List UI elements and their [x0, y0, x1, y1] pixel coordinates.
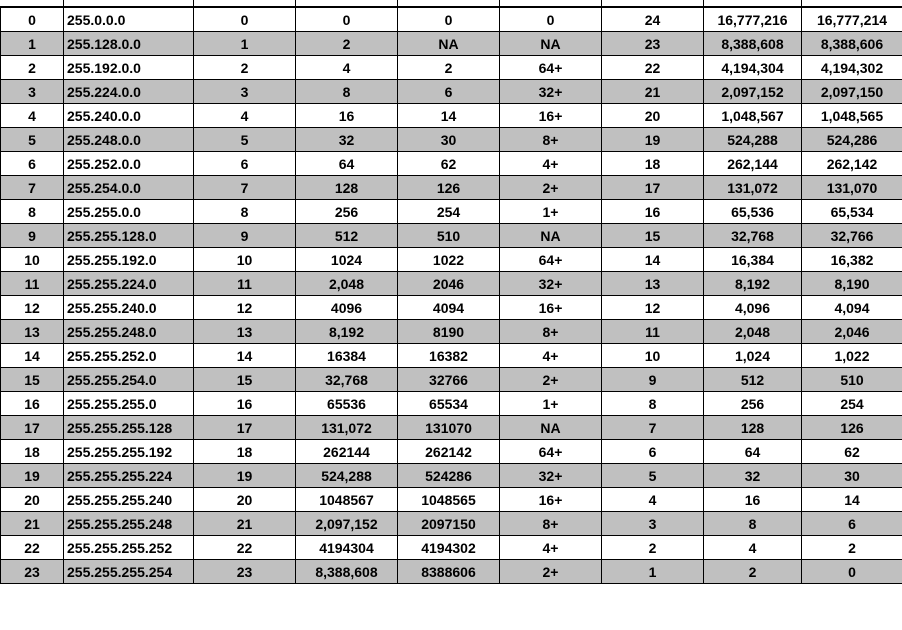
cell-usable-subnets[interactable]: 1022	[398, 248, 500, 272]
cell-subnet-mask[interactable]: 255.255.255.128	[64, 416, 194, 440]
cell-subnets[interactable]: 32	[296, 128, 398, 152]
cell-host-bits[interactable]: 7	[602, 416, 704, 440]
cell-total-hosts[interactable]: 4,194,304	[704, 56, 802, 80]
cell-total-hosts[interactable]: 131,072	[704, 176, 802, 200]
cell-row-index[interactable]: 17	[1, 416, 64, 440]
cell-usable-subnets[interactable]: 1048565	[398, 488, 500, 512]
cell-total-hosts[interactable]: 256	[704, 392, 802, 416]
cell-host-bits[interactable]: 11	[602, 320, 704, 344]
cell-class-note[interactable]: 8+	[500, 320, 602, 344]
cell-borrowed-bits[interactable]: 1	[194, 32, 296, 56]
cell-subnet-mask[interactable]: 255.128.0.0	[64, 32, 194, 56]
cell-usable-hosts[interactable]: 510	[802, 368, 902, 392]
cell-usable-hosts[interactable]: 14	[802, 488, 902, 512]
cell-row-index[interactable]: 7	[1, 176, 64, 200]
cell-borrowed-bits[interactable]: 11	[194, 272, 296, 296]
cell-host-bits[interactable]: 22	[602, 56, 704, 80]
cell-subnets[interactable]: 4096	[296, 296, 398, 320]
cell-class-note[interactable]: 4+	[500, 536, 602, 560]
cell-usable-hosts[interactable]: 32,766	[802, 224, 902, 248]
cell-total-hosts[interactable]: 64	[704, 440, 802, 464]
column-divider	[703, 0, 704, 7]
cell-row-index[interactable]: 12	[1, 296, 64, 320]
cell-row-index[interactable]: 13	[1, 320, 64, 344]
cell-host-bits[interactable]: 2	[602, 536, 704, 560]
cell-host-bits[interactable]: 19	[602, 128, 704, 152]
column-divider	[295, 0, 296, 7]
cell-total-hosts[interactable]: 65,536	[704, 200, 802, 224]
cell-usable-hosts[interactable]: 254	[802, 392, 902, 416]
cell-usable-hosts[interactable]: 2	[802, 536, 902, 560]
cell-subnet-mask[interactable]: 255.255.252.0	[64, 344, 194, 368]
table-row	[1, 416, 902, 440]
cell-class-note[interactable]: 2+	[500, 560, 602, 584]
cell-host-bits[interactable]: 6	[602, 440, 704, 464]
cell-row-index[interactable]: 22	[1, 536, 64, 560]
cell-usable-subnets[interactable]: 131070	[398, 416, 500, 440]
cell-class-note[interactable]: 64+	[500, 56, 602, 80]
column-divider	[397, 0, 398, 7]
cell-row-index[interactable]: 1	[1, 32, 64, 56]
cell-host-bits[interactable]: 21	[602, 80, 704, 104]
cell-subnets[interactable]: 32,768	[296, 368, 398, 392]
cell-row-index[interactable]: 15	[1, 368, 64, 392]
cell-class-note[interactable]: 0	[500, 8, 602, 32]
cell-subnet-mask[interactable]: 255.240.0.0	[64, 104, 194, 128]
cell-usable-hosts[interactable]: 126	[802, 416, 902, 440]
cell-subnets[interactable]: 2,097,152	[296, 512, 398, 536]
cell-total-hosts[interactable]: 2	[704, 560, 802, 584]
table-row	[1, 320, 902, 344]
cell-borrowed-bits[interactable]: 15	[194, 368, 296, 392]
cell-usable-subnets[interactable]: 254	[398, 200, 500, 224]
cell-usable-subnets[interactable]: 16382	[398, 344, 500, 368]
table-row	[1, 296, 902, 320]
cell-usable-hosts[interactable]: 2,046	[802, 320, 902, 344]
table-row	[1, 512, 902, 536]
cell-borrowed-bits[interactable]: 7	[194, 176, 296, 200]
cell-class-note[interactable]: 32+	[500, 80, 602, 104]
cell-usable-hosts[interactable]: 8,388,606	[802, 32, 902, 56]
cell-usable-hosts[interactable]: 262,142	[802, 152, 902, 176]
cell-subnets[interactable]: 1048567	[296, 488, 398, 512]
cell-row-index[interactable]: 23	[1, 560, 64, 584]
cell-row-index[interactable]: 10	[1, 248, 64, 272]
cell-class-note[interactable]: 16+	[500, 296, 602, 320]
cell-usable-subnets[interactable]: 65534	[398, 392, 500, 416]
cell-row-index[interactable]: 20	[1, 488, 64, 512]
cell-total-hosts[interactable]: 512	[704, 368, 802, 392]
cell-usable-subnets[interactable]: 524286	[398, 464, 500, 488]
table-row	[1, 176, 902, 200]
cell-row-index[interactable]: 4	[1, 104, 64, 128]
cell-usable-subnets[interactable]: 4094	[398, 296, 500, 320]
cell-subnet-mask[interactable]: 255.252.0.0	[64, 152, 194, 176]
cell-usable-hosts[interactable]: 2,097,150	[802, 80, 902, 104]
table-row	[1, 56, 902, 80]
cell-borrowed-bits[interactable]: 13	[194, 320, 296, 344]
cell-host-bits[interactable]: 14	[602, 248, 704, 272]
table-row	[1, 224, 902, 248]
cell-borrowed-bits[interactable]: 2	[194, 56, 296, 80]
cell-host-bits[interactable]: 15	[602, 224, 704, 248]
column-divider	[193, 0, 194, 7]
cell-host-bits[interactable]: 16	[602, 200, 704, 224]
cell-subnet-mask[interactable]: 255.255.224.0	[64, 272, 194, 296]
cell-row-index[interactable]: 14	[1, 344, 64, 368]
column-divider	[801, 0, 802, 7]
cell-row-index[interactable]: 9	[1, 224, 64, 248]
cell-row-index[interactable]: 8	[1, 200, 64, 224]
cell-host-bits[interactable]: 3	[602, 512, 704, 536]
cell-usable-subnets[interactable]: 8190	[398, 320, 500, 344]
cell-total-hosts[interactable]: 128	[704, 416, 802, 440]
cell-subnet-mask[interactable]: 255.255.255.192	[64, 440, 194, 464]
cell-subnets[interactable]: 1024	[296, 248, 398, 272]
table-row	[1, 128, 902, 152]
cell-borrowed-bits[interactable]: 16	[194, 392, 296, 416]
cell-usable-subnets[interactable]: 2046	[398, 272, 500, 296]
table-row	[1, 248, 902, 272]
cell-borrowed-bits[interactable]: 10	[194, 248, 296, 272]
cell-class-note[interactable]: 2+	[500, 176, 602, 200]
cell-class-note[interactable]: NA	[500, 416, 602, 440]
table-row	[1, 272, 902, 296]
cell-usable-hosts[interactable]: 8,190	[802, 272, 902, 296]
cell-total-hosts[interactable]: 2,097,152	[704, 80, 802, 104]
cell-subnet-mask[interactable]: 255.254.0.0	[64, 176, 194, 200]
cell-total-hosts[interactable]: 8,388,608	[704, 32, 802, 56]
cell-subnet-mask[interactable]: 255.255.0.0	[64, 200, 194, 224]
cell-row-index[interactable]: 6	[1, 152, 64, 176]
cell-usable-subnets[interactable]: 510	[398, 224, 500, 248]
cell-usable-subnets[interactable]: 62	[398, 152, 500, 176]
cell-row-index[interactable]: 11	[1, 272, 64, 296]
cell-subnet-mask[interactable]: 255.255.255.224	[64, 464, 194, 488]
cell-borrowed-bits[interactable]: 22	[194, 536, 296, 560]
cell-borrowed-bits[interactable]: 8	[194, 200, 296, 224]
cell-subnets[interactable]: 262144	[296, 440, 398, 464]
column-divider	[601, 0, 602, 7]
cell-host-bits[interactable]: 23	[602, 32, 704, 56]
cell-class-note[interactable]: 16+	[500, 488, 602, 512]
subnet-table	[0, 7, 902, 584]
cell-usable-subnets[interactable]: NA	[398, 32, 500, 56]
cell-row-index[interactable]: 5	[1, 128, 64, 152]
cell-subnet-mask[interactable]: 255.255.240.0	[64, 296, 194, 320]
cell-row-index[interactable]: 16	[1, 392, 64, 416]
cell-total-hosts[interactable]: 4,096	[704, 296, 802, 320]
cell-borrowed-bits[interactable]: 5	[194, 128, 296, 152]
cell-total-hosts[interactable]: 16,384	[704, 248, 802, 272]
cell-host-bits[interactable]: 1	[602, 560, 704, 584]
cell-usable-hosts[interactable]: 65,534	[802, 200, 902, 224]
cell-total-hosts[interactable]: 524,288	[704, 128, 802, 152]
cell-subnets[interactable]: 4	[296, 56, 398, 80]
cell-subnet-mask[interactable]: 255.192.0.0	[64, 56, 194, 80]
cell-host-bits[interactable]: 18	[602, 152, 704, 176]
cell-total-hosts[interactable]: 2,048	[704, 320, 802, 344]
cell-host-bits[interactable]: 4	[602, 488, 704, 512]
cell-host-bits[interactable]: 17	[602, 176, 704, 200]
cell-class-note[interactable]: 8+	[500, 512, 602, 536]
cell-subnet-mask[interactable]: 255.0.0.0	[64, 8, 194, 32]
cell-borrowed-bits[interactable]: 18	[194, 440, 296, 464]
cell-subnets[interactable]: 131,072	[296, 416, 398, 440]
cell-class-note[interactable]: 32+	[500, 272, 602, 296]
table-row	[1, 104, 902, 128]
table-row	[1, 32, 902, 56]
cell-borrowed-bits[interactable]: 23	[194, 560, 296, 584]
cell-borrowed-bits[interactable]: 20	[194, 488, 296, 512]
cell-subnet-mask[interactable]: 255.255.248.0	[64, 320, 194, 344]
table-row	[1, 200, 902, 224]
cell-usable-subnets[interactable]: 32766	[398, 368, 500, 392]
cell-usable-hosts[interactable]: 4,194,302	[802, 56, 902, 80]
cell-subnet-mask[interactable]: 255.255.192.0	[64, 248, 194, 272]
cell-class-note[interactable]: 8+	[500, 128, 602, 152]
cell-class-note[interactable]: 32+	[500, 464, 602, 488]
cell-total-hosts[interactable]: 1,024	[704, 344, 802, 368]
cell-borrowed-bits[interactable]: 9	[194, 224, 296, 248]
cell-subnet-mask[interactable]: 255.255.255.240	[64, 488, 194, 512]
cell-borrowed-bits[interactable]: 3	[194, 80, 296, 104]
cell-subnets[interactable]: 64	[296, 152, 398, 176]
cell-usable-subnets[interactable]: 30	[398, 128, 500, 152]
cell-row-index[interactable]: 2	[1, 56, 64, 80]
cell-usable-hosts[interactable]: 16,777,214	[802, 8, 902, 32]
table-row	[1, 368, 902, 392]
cell-class-note[interactable]: 64+	[500, 248, 602, 272]
cell-row-index[interactable]: 0	[1, 8, 64, 32]
cell-usable-subnets[interactable]: 8388606	[398, 560, 500, 584]
cell-subnet-mask[interactable]: 255.255.255.0	[64, 392, 194, 416]
cell-subnets[interactable]: 65536	[296, 392, 398, 416]
column-divider	[499, 0, 500, 7]
table-row	[1, 8, 902, 32]
cell-borrowed-bits[interactable]: 0	[194, 8, 296, 32]
cell-usable-hosts[interactable]: 6	[802, 512, 902, 536]
cell-row-index[interactable]: 21	[1, 512, 64, 536]
table-row	[1, 80, 902, 104]
cell-subnet-mask[interactable]: 255.255.255.252	[64, 536, 194, 560]
cell-usable-hosts[interactable]: 16,382	[802, 248, 902, 272]
cell-subnets[interactable]: 128	[296, 176, 398, 200]
cell-borrowed-bits[interactable]: 17	[194, 416, 296, 440]
cell-class-note[interactable]: 16+	[500, 104, 602, 128]
column-divider	[63, 0, 64, 7]
cell-borrowed-bits[interactable]: 12	[194, 296, 296, 320]
table-row	[1, 344, 902, 368]
cell-total-hosts[interactable]: 4	[704, 536, 802, 560]
cell-subnet-mask[interactable]: 255.224.0.0	[64, 80, 194, 104]
cell-usable-subnets[interactable]: 2	[398, 56, 500, 80]
cell-usable-subnets[interactable]: 4194302	[398, 536, 500, 560]
cell-host-bits[interactable]: 8	[602, 392, 704, 416]
cell-borrowed-bits[interactable]: 4	[194, 104, 296, 128]
cell-subnets[interactable]: 512	[296, 224, 398, 248]
cell-usable-hosts[interactable]: 4,094	[802, 296, 902, 320]
cell-host-bits[interactable]: 9	[602, 368, 704, 392]
cell-subnets[interactable]: 4194304	[296, 536, 398, 560]
cell-usable-subnets[interactable]: 262142	[398, 440, 500, 464]
cell-subnets[interactable]: 0	[296, 8, 398, 32]
cell-subnet-mask[interactable]: 255.255.254.0	[64, 368, 194, 392]
cell-subnet-mask[interactable]: 255.255.255.248	[64, 512, 194, 536]
cell-subnets[interactable]: 16	[296, 104, 398, 128]
cell-class-note[interactable]: 4+	[500, 344, 602, 368]
cell-borrowed-bits[interactable]: 19	[194, 464, 296, 488]
cell-total-hosts[interactable]: 1,048,567	[704, 104, 802, 128]
cell-usable-hosts[interactable]: 524,286	[802, 128, 902, 152]
cell-usable-hosts[interactable]: 62	[802, 440, 902, 464]
cell-subnets[interactable]: 524,288	[296, 464, 398, 488]
table-row	[1, 152, 902, 176]
cell-host-bits[interactable]: 20	[602, 104, 704, 128]
cell-class-note[interactable]: 1+	[500, 392, 602, 416]
cell-total-hosts[interactable]: 16,777,216	[704, 8, 802, 32]
cell-usable-hosts[interactable]: 0	[802, 560, 902, 584]
cell-borrowed-bits[interactable]: 6	[194, 152, 296, 176]
cell-class-note[interactable]: 4+	[500, 152, 602, 176]
cell-host-bits[interactable]: 10	[602, 344, 704, 368]
table-row	[1, 392, 902, 416]
cell-row-index[interactable]: 3	[1, 80, 64, 104]
cell-usable-hosts[interactable]: 1,022	[802, 344, 902, 368]
cell-usable-hosts[interactable]: 1,048,565	[802, 104, 902, 128]
cell-subnets[interactable]: 2,048	[296, 272, 398, 296]
cell-usable-subnets[interactable]: 2097150	[398, 512, 500, 536]
cell-total-hosts[interactable]: 8,192	[704, 272, 802, 296]
cell-subnets[interactable]: 256	[296, 200, 398, 224]
cell-borrowed-bits[interactable]: 14	[194, 344, 296, 368]
table-row	[1, 536, 902, 560]
cell-class-note[interactable]: 64+	[500, 440, 602, 464]
cell-subnets[interactable]: 8,192	[296, 320, 398, 344]
cell-usable-subnets[interactable]: 0	[398, 8, 500, 32]
cell-class-note[interactable]: 2+	[500, 368, 602, 392]
cell-subnets[interactable]: 2	[296, 32, 398, 56]
cell-borrowed-bits[interactable]: 21	[194, 512, 296, 536]
cell-row-index[interactable]: 18	[1, 440, 64, 464]
table-row	[1, 464, 902, 488]
cell-host-bits[interactable]: 24	[602, 8, 704, 32]
table-row	[1, 560, 902, 584]
cell-usable-subnets[interactable]: 14	[398, 104, 500, 128]
cell-total-hosts[interactable]: 262,144	[704, 152, 802, 176]
cell-usable-subnets[interactable]: 126	[398, 176, 500, 200]
cell-row-index[interactable]: 19	[1, 464, 64, 488]
cell-subnets[interactable]: 16384	[296, 344, 398, 368]
cell-subnets[interactable]: 8	[296, 80, 398, 104]
cell-host-bits[interactable]: 13	[602, 272, 704, 296]
cell-host-bits[interactable]: 12	[602, 296, 704, 320]
cell-usable-subnets[interactable]: 6	[398, 80, 500, 104]
cell-total-hosts[interactable]: 16	[704, 488, 802, 512]
cell-class-note[interactable]: NA	[500, 224, 602, 248]
cell-subnets[interactable]: 8,388,608	[296, 560, 398, 584]
cell-class-note[interactable]: NA	[500, 32, 602, 56]
cell-subnet-mask[interactable]: 255.255.128.0	[64, 224, 194, 248]
table-row	[1, 488, 902, 512]
cell-total-hosts[interactable]: 32	[704, 464, 802, 488]
cell-subnet-mask[interactable]: 255.248.0.0	[64, 128, 194, 152]
cell-total-hosts[interactable]: 32,768	[704, 224, 802, 248]
cell-usable-hosts[interactable]: 131,070	[802, 176, 902, 200]
table-body	[1, 8, 902, 584]
cell-class-note[interactable]: 1+	[500, 200, 602, 224]
clipped-header-row	[0, 0, 902, 7]
cell-usable-hosts[interactable]: 30	[802, 464, 902, 488]
table-row	[1, 440, 902, 464]
cell-subnet-mask[interactable]: 255.255.255.254	[64, 560, 194, 584]
cell-host-bits[interactable]: 5	[602, 464, 704, 488]
cell-total-hosts[interactable]: 8	[704, 512, 802, 536]
